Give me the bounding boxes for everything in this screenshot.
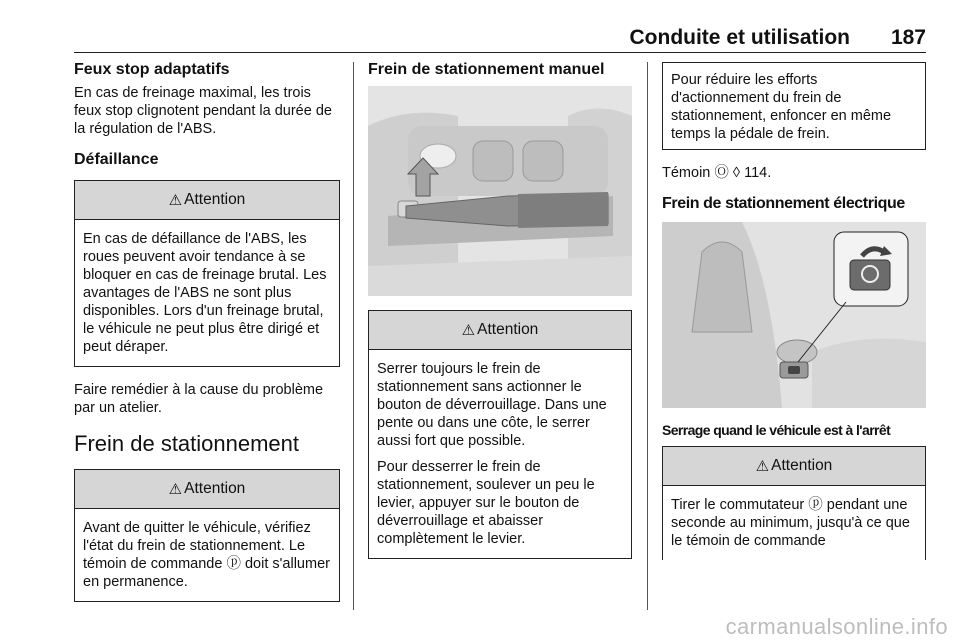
column-right [662, 60, 926, 574]
manual-handbrake-illustration [368, 86, 632, 296]
subheading-applying: Serrage quand le véhicule est à l'arrêt [662, 422, 891, 438]
column-divider [647, 62, 648, 610]
warning-header [663, 447, 925, 486]
warning-box-manual-brake [368, 310, 632, 559]
warning-text: Pour desserrer le frein de stationnement, soulever un peu le levier, appuyer sur le bouton de déverrouillage et abaisser complètement le levier. [377, 459, 595, 547]
warning-box-electric [662, 446, 926, 560]
warning-header [369, 311, 631, 350]
paragraph-indicator: Témoin Ⓞ ◊ 114. [662, 165, 772, 181]
warning-triangle-icon: ⚠ [461, 322, 476, 339]
watermark: carmanualsonline.info [725, 614, 948, 639]
section-title: Conduite et utilisation [629, 26, 850, 49]
electric-parking-brake-illustration [662, 222, 926, 408]
heading-electric-parking-brake: Frein de stationnement électrique [662, 195, 905, 212]
info-box [662, 62, 926, 150]
paragraph-repair: Faire remédier à la cause du problème par un atelier. [74, 382, 324, 416]
heading-manual-parking-brake: Frein de stationnement manuel [368, 61, 605, 78]
column-middle [368, 60, 632, 573]
column-divider [353, 62, 354, 610]
page-number: 187 [890, 26, 926, 49]
page-header [74, 24, 926, 53]
warning-title: Attention [477, 321, 539, 338]
warning-text: Serrer toujours le frein de stationnement sans actionner le bouton de déverrouillage. Dans une pente ou dans une côte, le serrer aussi fort que possible. [377, 361, 607, 449]
warning-text: Avant de quitter le véhicule, vérifiez l'état du frein de stationnement. Le témoin de commande ⓟ doit s'allumer en permanence. [83, 520, 330, 590]
warning-triangle-icon: ⚠ [168, 481, 183, 498]
paragraph-adaptive: En cas de freinage maximal, les trois feux stop clignotent pendant la durée de la régulation de l'ABS. [74, 85, 332, 137]
warning-triangle-icon: ⚠ [168, 192, 183, 209]
warning-title: Attention [184, 480, 246, 497]
info-text: Pour réduire les efforts d'actionnement du frein de stationnement, enfoncer en même temps la pédale de frein. [671, 72, 892, 142]
warning-title: Attention [184, 191, 246, 208]
column-left [74, 60, 340, 616]
heading-failure: Défaillance [74, 151, 159, 168]
warning-box-parking [74, 469, 340, 602]
warning-box-abs [74, 180, 340, 367]
warning-text: En cas de défaillance de l'ABS, les roues peuvent avoir tendance à se bloquer en cas de freinage brutal. Les avantages de l'ABS ne sont plus disponibles. Lors d'un freinage brutal, le véhicule ne peut plus être dirigé et peut déraper. [83, 231, 327, 355]
warning-header [75, 470, 339, 509]
warning-title: Attention [771, 457, 833, 474]
heading-parking-brake: Frein de stationnement [74, 431, 300, 456]
warning-triangle-icon: ⚠ [755, 458, 770, 475]
warning-header [75, 181, 339, 220]
heading-adaptive-brake-lights: Feux stop adaptatifs [74, 61, 230, 78]
warning-text: Tirer le commutateur ⓟ pendant une seconde au minimum, jusqu'à ce que le témoin de commande [671, 497, 910, 549]
